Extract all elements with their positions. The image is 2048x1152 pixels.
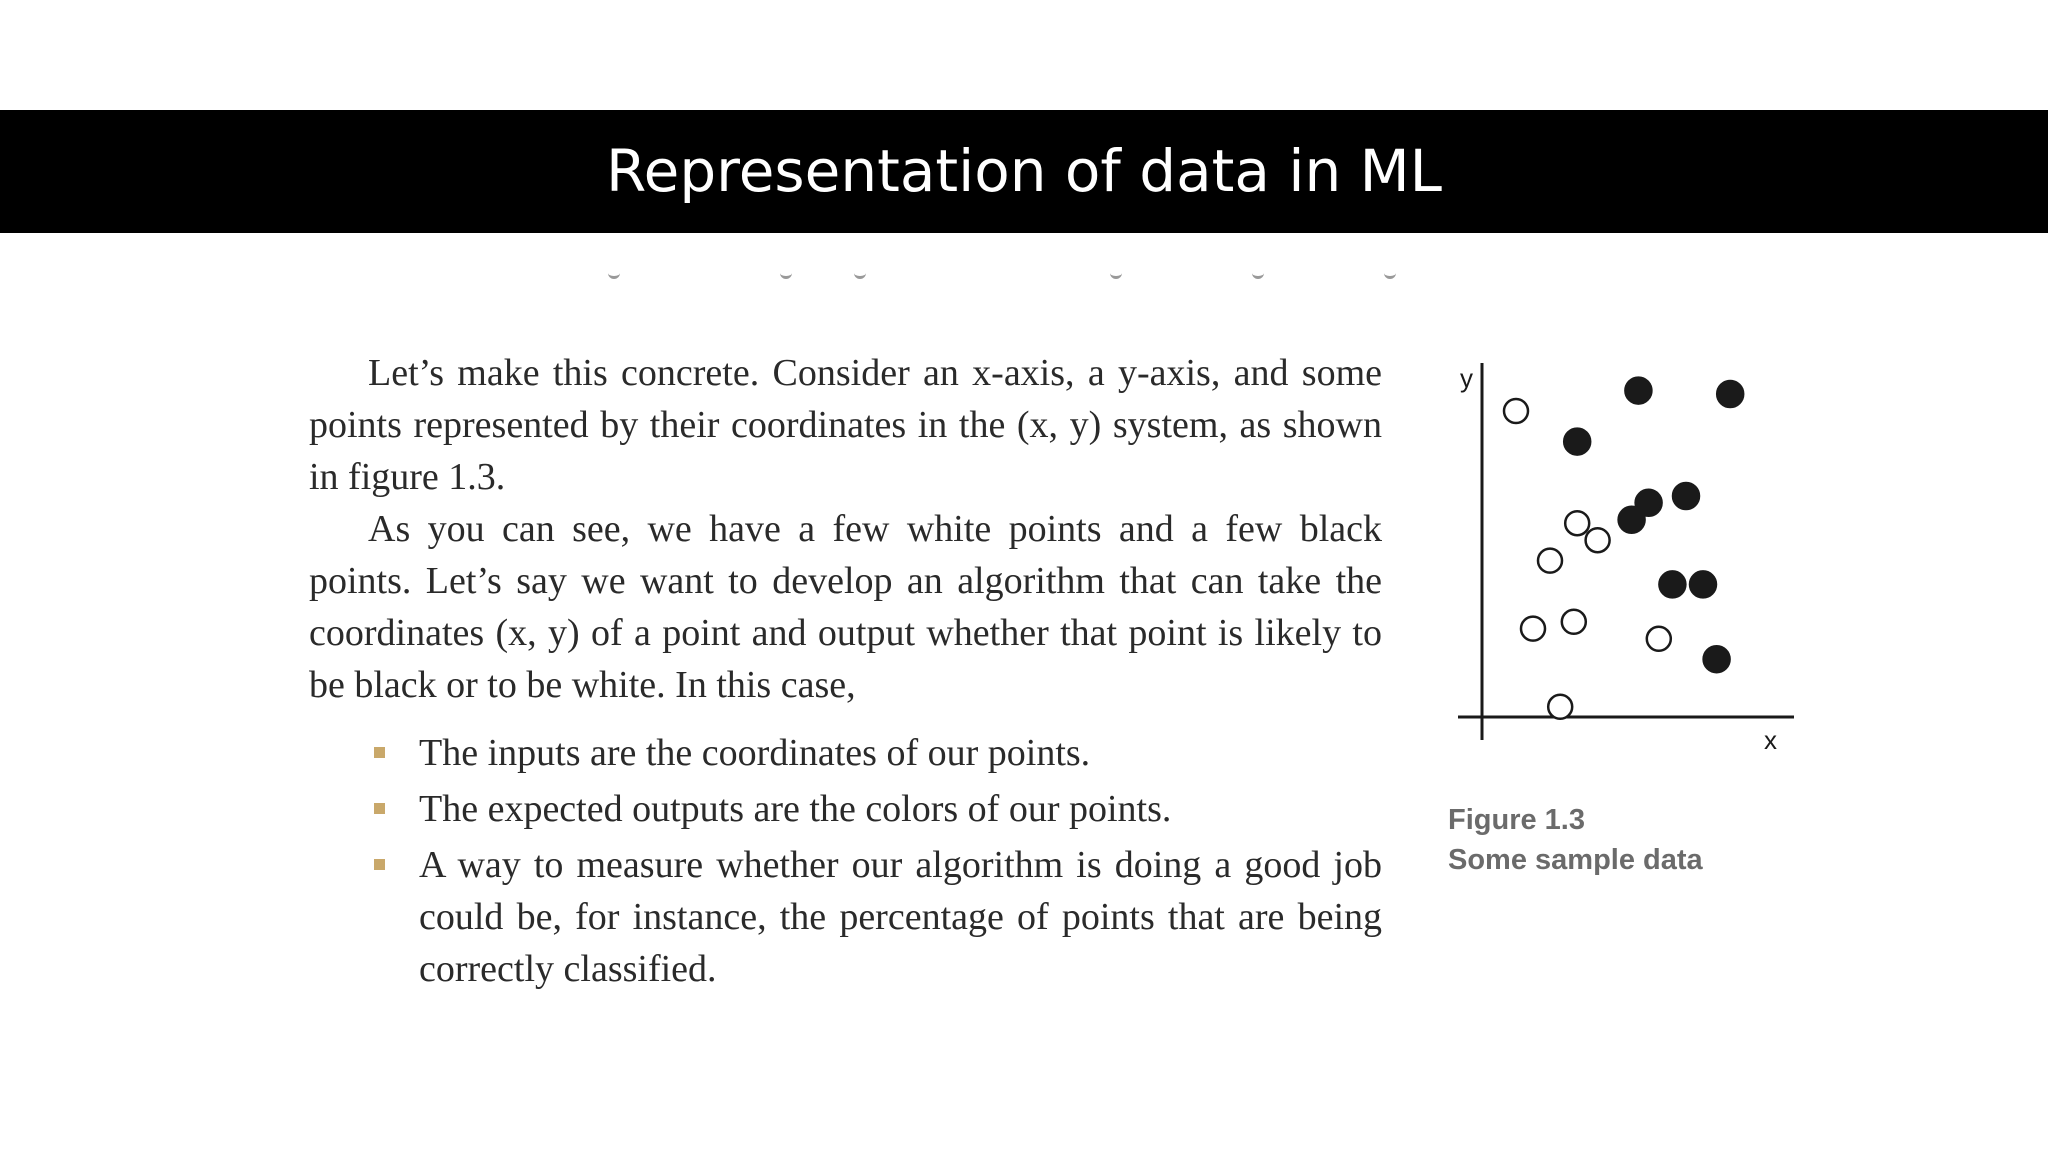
black-point [1690, 571, 1716, 597]
bullet-marker [374, 747, 385, 758]
black-point [1704, 646, 1730, 672]
paragraph: Let’s make this concrete. Consider an x-axis, a y-axis, and some points represented by their coordinates in the (x, y) system, as shown in figure 1.3. [309, 352, 1382, 498]
slide-title: Representation of data in ML [605, 137, 1442, 205]
white-point [1586, 528, 1610, 552]
white-point [1565, 511, 1589, 535]
black-point [1659, 571, 1685, 597]
cropped-glyph [854, 270, 866, 279]
bullet-text: A way to measure whether our algorithm is doing a good job could be, for instance, the percentage of points that are being correctly classified. [419, 844, 1382, 990]
bullet-marker [374, 859, 385, 870]
body-text [309, 347, 1382, 711]
scatter-figure [1440, 355, 1800, 755]
bullet-item [368, 783, 1382, 835]
figure-caption [1448, 800, 1703, 880]
figure-caption-text: Some sample data [1448, 844, 1703, 876]
white-point [1538, 549, 1562, 573]
black-point [1673, 483, 1699, 509]
cropped-text-line [600, 270, 1420, 286]
bullet-text: The inputs are the coordinates of our points. [419, 732, 1091, 774]
black-point [1625, 378, 1651, 404]
cropped-glyph [780, 270, 792, 279]
bullet-item [368, 727, 1382, 779]
cropped-glyph [1110, 270, 1122, 279]
white-point [1562, 610, 1586, 634]
white-point [1647, 627, 1671, 651]
cropped-glyph [1252, 270, 1264, 279]
points-layer [1504, 378, 1743, 719]
cropped-glyph [1384, 270, 1396, 279]
y-axis-label: y [1460, 363, 1473, 393]
bullet-text: The expected outputs are the colors of our points. [419, 788, 1172, 830]
white-point [1548, 695, 1572, 719]
x-axis-label: x [1764, 725, 1777, 755]
bullet-marker [374, 803, 385, 814]
black-point [1619, 507, 1645, 533]
white-point [1504, 399, 1528, 423]
title-bar [0, 110, 2048, 233]
black-point [1717, 381, 1743, 407]
white-point [1521, 617, 1545, 641]
black-point [1564, 429, 1590, 455]
cropped-glyph [608, 270, 620, 279]
bullet-list [368, 727, 1382, 999]
bullet-item [368, 839, 1382, 995]
figure-caption-label: Figure 1.3 [1448, 804, 1585, 836]
paragraph: As you can see, we have a few white points and a few black points. Let’s say we want to develop an algorithm that can take the coordinates (x, y) of a point and output whether that point is likely to be black or to be white. In this case, [309, 508, 1382, 706]
